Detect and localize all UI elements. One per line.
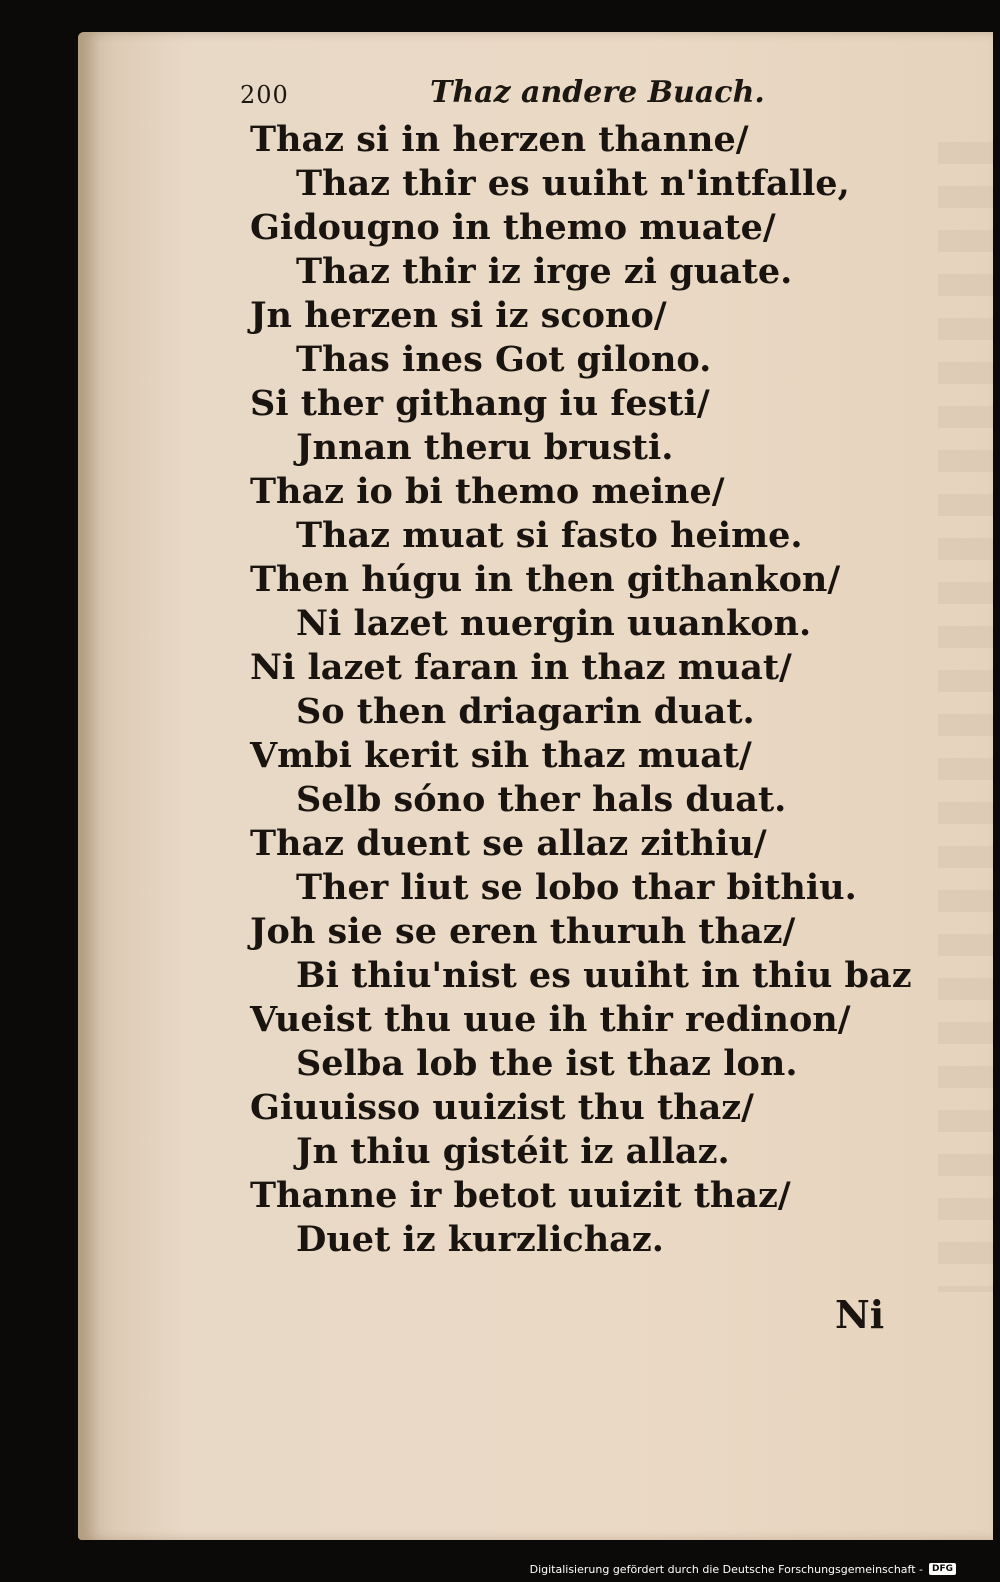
bleed-through-text xyxy=(938,142,993,1292)
verse-line: Jnnan theru brusti. xyxy=(296,427,674,468)
verse-line: Gidougno in themo muate/ xyxy=(250,207,776,248)
verse-line: Thas ines Got gilono. xyxy=(296,339,712,380)
verse-line: Vmbi kerit sih thaz muat/ xyxy=(250,735,752,776)
verse-line: Thaz thir es uuiht n'intfalle, xyxy=(296,163,850,204)
verse-line: Bi thiu'nist es uuiht in thiu baz xyxy=(296,955,912,996)
verse-line: Thaz muat si fasto heime. xyxy=(296,515,803,556)
verse-line: Thaz thir iz irge zi guate. xyxy=(296,251,793,292)
verse-line: Selb sóno ther hals duat. xyxy=(296,779,787,820)
verse-line: Ther liut se lobo thar bithiu. xyxy=(296,867,857,908)
catchword: Ni xyxy=(835,1292,885,1337)
verse-line: Jn herzen si iz scono/ xyxy=(250,295,667,336)
verse-line: Ni lazet faran in thaz muat/ xyxy=(250,647,792,688)
verse-line: Thaz duent se allaz zithiu/ xyxy=(250,823,767,864)
verse-line: Then húgu in then githankon/ xyxy=(250,559,841,600)
verse-line: Si ther githang iu festi/ xyxy=(250,383,710,424)
verse-line: Jn thiu gistéit iz allaz. xyxy=(296,1131,730,1172)
verse-line: Giuuisso uuizist thu thaz/ xyxy=(250,1087,754,1128)
verse-line: Joh sie se eren thuruh thaz/ xyxy=(250,911,796,952)
dfg-logo: DFG xyxy=(929,1563,956,1575)
verse-text xyxy=(250,118,910,1262)
digitization-credit xyxy=(530,1560,956,1578)
credit-text: Digitalisierung gefördert durch die Deutsche Forschungsgemeinschaft - xyxy=(529,1562,923,1576)
page-gutter xyxy=(78,32,100,1540)
verse-line: So then driagarin duat. xyxy=(296,691,755,732)
verse-line: Thaz si in herzen thanne/ xyxy=(250,119,749,160)
verse-line: Selba lob the ist thaz lon. xyxy=(296,1043,798,1084)
page-number: 200 xyxy=(240,81,289,109)
verse-line: Vueist thu uue ih thir redinon/ xyxy=(250,999,851,1040)
verse-line: Ni lazet nuergin uuankon. xyxy=(296,603,812,644)
verse-line: Thanne ir betot uuizit thaz/ xyxy=(250,1175,791,1216)
verse-line: Thaz io bi themo meine/ xyxy=(250,471,725,512)
page-header xyxy=(240,75,880,115)
running-title: Thaz andere Buach. xyxy=(430,75,765,110)
verse-line: Duet iz kurzlichaz. xyxy=(296,1219,664,1260)
